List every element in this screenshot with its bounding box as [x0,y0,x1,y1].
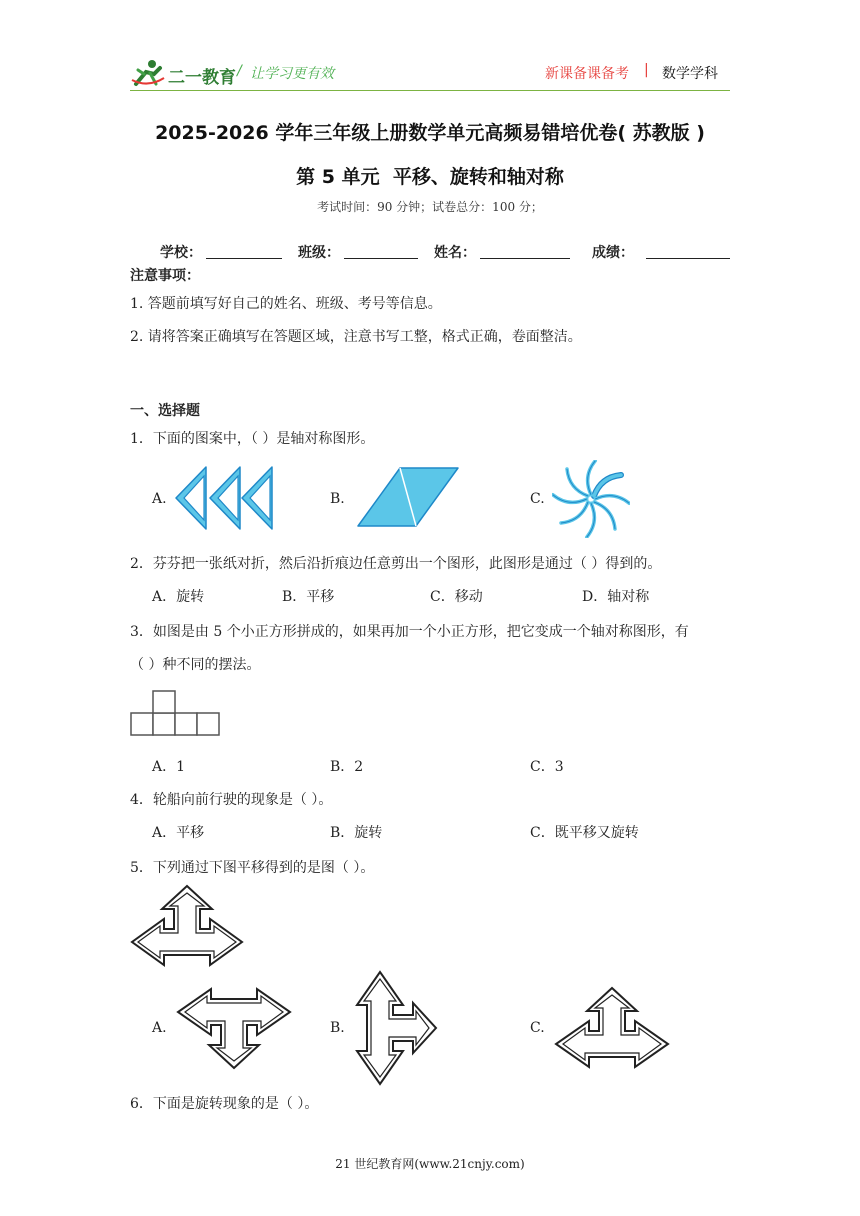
slogan-slash: / [237,63,242,79]
header-rule [130,90,730,91]
logo-runner-icon [130,58,166,88]
q4-option-b[interactable]: B．旋转 [330,825,383,841]
school-blank[interactable] [206,242,282,259]
q5-option-b-figure [354,970,438,1086]
q5-option-a-figure [176,986,292,1070]
q4-option-a[interactable]: A．平移 [152,825,205,841]
q5-option-c[interactable]: C. [530,1020,545,1036]
header [0,0,860,95]
info-fields [160,242,740,264]
q3-squares-figure [130,689,222,737]
q2-option-b[interactable]: B．平移 [282,589,335,605]
q1-option-c[interactable]: C. [530,491,545,507]
question-5-stem: 5．下列通过下图平移得到的是图（ ）。 [130,860,375,876]
header-right-black: 数学学科 [662,66,718,82]
class-label: 班级： [298,245,340,261]
exam-meta: 考试时间：90 分钟；试卷总分：100 分； [317,200,543,214]
class-blank[interactable] [344,242,418,259]
q2-option-d[interactable]: D．轴对称 [582,589,650,605]
q1-parallelogram-figure [356,466,460,528]
slogan: 让学习更有效 [250,66,334,82]
q1-triangles-figure [174,466,274,530]
note-item: 2. 请将答案正确填写在答题区域，注意书写工整，格式正确，卷面整洁。 [130,329,582,345]
q5-reference-arrow-figure [130,884,244,968]
q3-option-a[interactable]: A．1 [152,759,186,775]
question-3-stem: 3．如图是由 5 个小正方形拼成的，如果再加一个小正方形，把它变成一个轴对称图形，有 [130,624,689,640]
question-2-stem: 2．芬芬把一张纸对折，然后沿折痕边任意剪出一个图形，此图形是通过（ ）得到的。 [130,556,662,572]
q3-option-c[interactable]: C．3 [530,759,564,775]
q1-option-a[interactable]: A. [152,491,167,507]
question-3-stem-cont: （ ）种不同的摆法。 [130,657,261,673]
name-label: 姓名： [434,245,476,261]
score-label: 成绩： [592,245,634,261]
q5-option-c-figure [554,986,670,1070]
question-4-stem: 4．轮船向前行驶的现象是（ ）。 [130,792,333,808]
q5-option-b[interactable]: B. [330,1020,345,1036]
q2-option-a[interactable]: A．旋转 [152,589,205,605]
note-item: 1. 答题前填写好自己的姓名、班级、考号等信息。 [130,296,442,312]
page-title: 2025-2026 学年三年级上册数学单元高频易错培优卷( 苏教版 ) [155,122,705,144]
score-blank[interactable] [646,242,730,259]
notes-heading: 注意事项： [130,268,200,284]
q2-option-c[interactable]: C．移动 [430,589,483,605]
q1-option-b[interactable]: B. [330,491,345,507]
question-1-stem: 1．下面的图案中，（ ）是轴对称图形。 [130,431,375,447]
header-separator: | [644,62,649,78]
q1-pinwheel-figure [552,460,630,538]
q3-option-b[interactable]: B．2 [330,759,364,775]
question-6-stem: 6．下面是旋转现象的是（ ）。 [130,1096,319,1112]
section-heading: 一、选择题 [130,403,200,419]
logo-text: 二一教育 [168,68,236,88]
q5-option-a[interactable]: A. [152,1020,167,1036]
page-subtitle: 第 5 单元 平移、旋转和轴对称 [296,166,564,188]
header-right-red: 新课备课备考 [545,66,629,82]
q4-option-c[interactable]: C．既平移又旋转 [530,825,639,841]
page-footer: 21 世纪教育网(www.21cnjy.com) [335,1157,525,1171]
name-blank[interactable] [480,242,570,259]
school-label: 学校： [160,245,202,261]
